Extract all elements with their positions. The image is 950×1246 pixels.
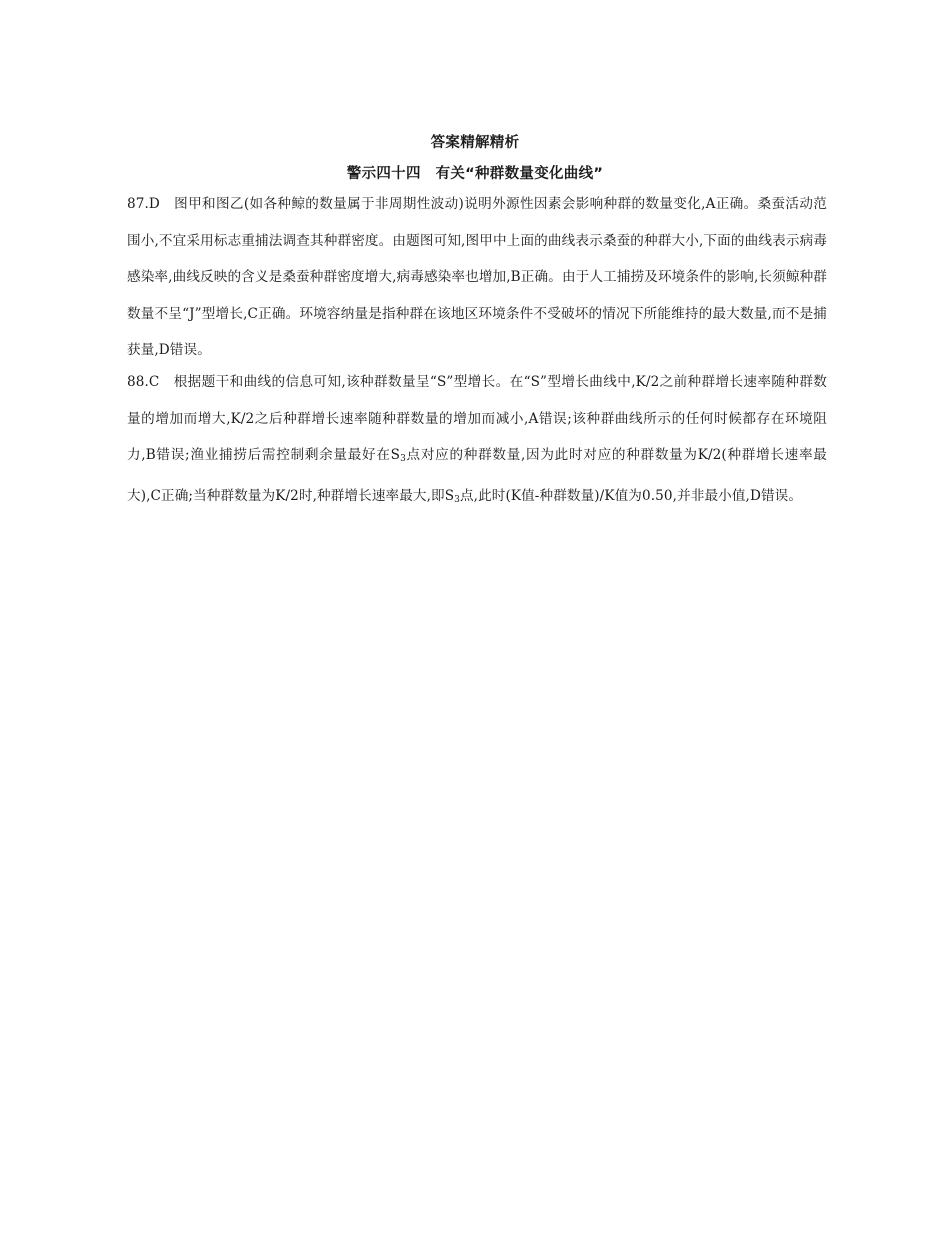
subscript: 3 bbox=[400, 454, 406, 464]
answer-88 bbox=[127, 364, 827, 518]
answer-text: 图甲和图乙(如各种鲸的数量属于非周期性波动)说明外源性因素会影响种群的数量变化,A正确。桑蚕活动范围小,不宜采用标志重捕法调查其种群密度。由题图可知,图甲中上面的曲线表示桑蚕的种群大小,下面的曲线表示病毒感染率,曲线反映的含义是桑蚕种群密度增大,病毒感染率也增加,B正确。由于人工捕捞及环境条件的影响,长须鲸种群数量不呈“J”型增长,C正确。环境容纳量是指种群在该地区环境条件不受破坏的情况下所能维持的最大数量,而不是捕获量,D错误。 bbox=[127, 196, 827, 358]
answer-number: 88.C bbox=[127, 374, 160, 390]
answer-number: 87.D bbox=[127, 196, 160, 212]
subscript: 3 bbox=[454, 494, 460, 505]
answer-87 bbox=[127, 186, 827, 369]
answer-text-part3: 点,此时(K值-种群数量)/K值为0.50,并非最小值,D错误。 bbox=[459, 487, 803, 504]
answer-text-part2: 点对应的种群数量,因为此时对应的种群数量为K/2(种群增长速率最大),C正确;当种群数量为K/2时,种群增长速率最大,即S bbox=[127, 447, 827, 504]
page-title: 答案精解精析 bbox=[430, 135, 520, 151]
section-heading: 警示四十四 有关“种群数量变化曲线” bbox=[346, 166, 604, 182]
answer-text-part1: 根据题干和曲线的信息可知,该种群数量呈“S”型增长。在“S”型增长曲线中,K/2之前种群增长速率随种群数量的增加而增大,K/2之后种群增长速率随种群数量的增加而减小,A错误;该种群曲线所示的任何时候都存在环境阻力,B错误;渔业捕捞后需控制剩余量最好在S bbox=[127, 374, 827, 463]
